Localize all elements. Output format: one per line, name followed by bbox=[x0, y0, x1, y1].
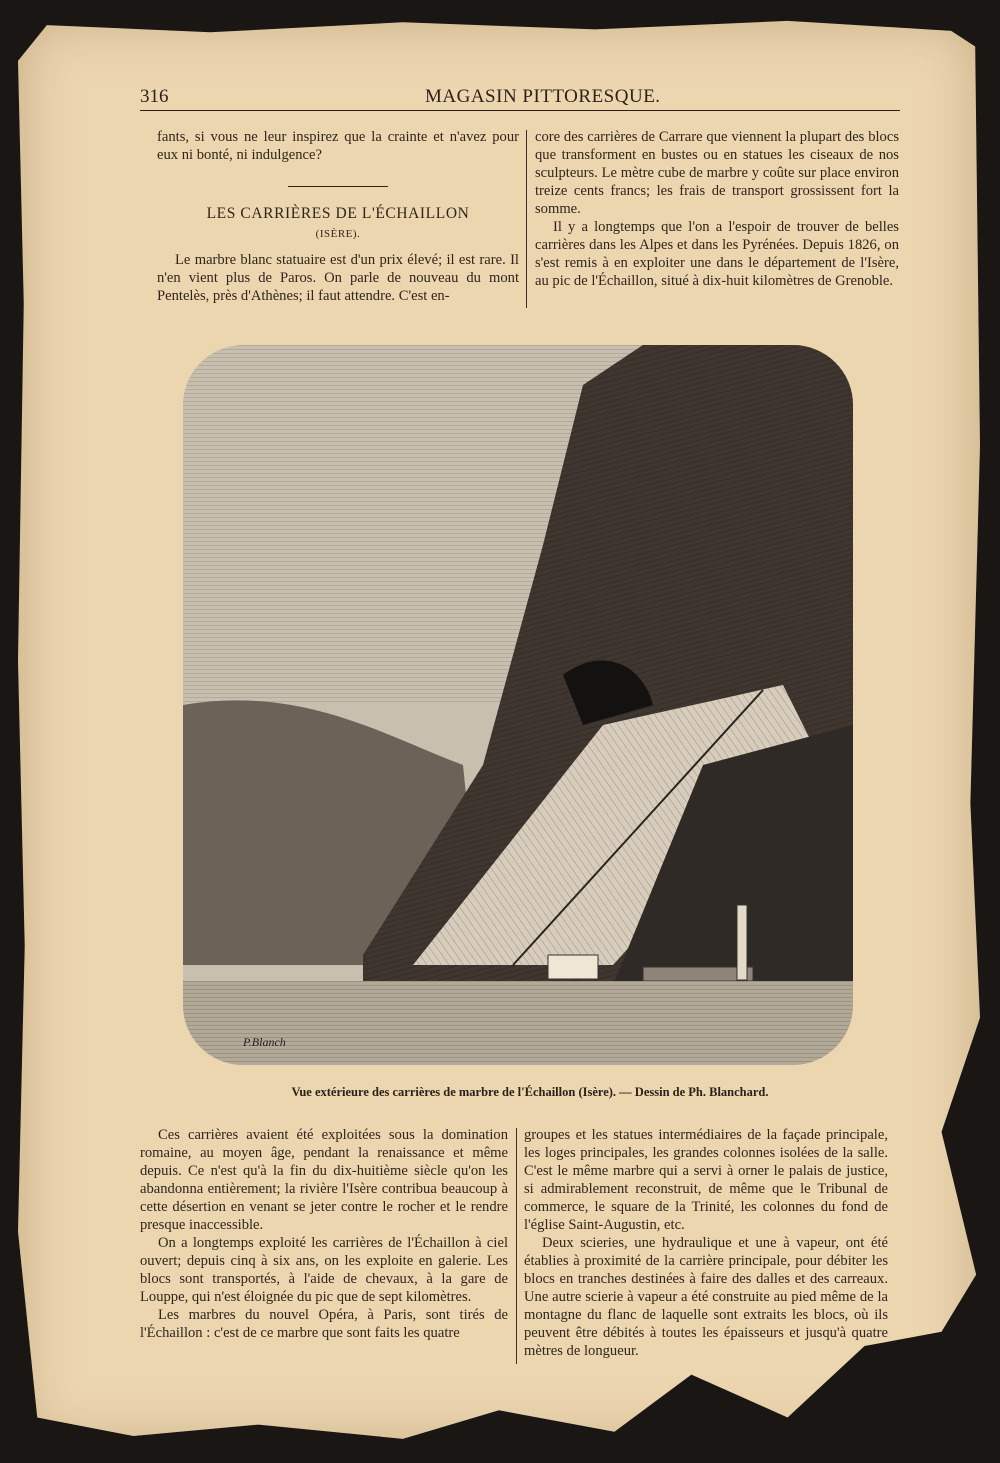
section-divider bbox=[288, 186, 388, 187]
journal-title: MAGASIN PITTORESQUE. bbox=[425, 86, 661, 107]
paragraph: On a longtemps exploité les carrières de l'Échaillon à ciel ouvert; depuis cinq à six ans, on les exploite en galerie. Les blocs sont transportés, à l'aide de chevaux, à la gare de Louppe, qui n'est éloignée du pic que de sept kilomètres. bbox=[140, 1235, 508, 1305]
chimney bbox=[737, 905, 747, 980]
bottom-left-column bbox=[140, 1126, 508, 1342]
page-header bbox=[140, 84, 900, 111]
paragraph: Il y a longtemps que l'on a l'espoir de trouver de belles carrières dans les Alpes et dans les Pyrénées. Depuis 1826, on s'est remis à en exploiter une dans le département de l'Isère, au pic de l'Échaillon, situé à dix-huit kilomètres de Grenoble. bbox=[535, 219, 899, 289]
paragraph: Le marbre blanc statuaire est d'un prix élevé; il est rare. Il n'en vient plus de Paros. On parle de nouveau du mont Pentelès, près d'Athènes; il faut attendre. C'est en- bbox=[157, 252, 519, 304]
paragraph: Les marbres du nouvel Opéra, à Paris, sont tirés de l'Échaillon : c'est de ce marbre que sont faits les quatre bbox=[140, 1307, 508, 1341]
section-title: LES CARRIÈRES DE L'ÉCHAILLON bbox=[206, 205, 470, 222]
paragraph: Ces carrières avaient été exploitées sous la domination romaine, au moyen âge, pendant la renaissance et même depuis. Ce n'est qu'à la fin du dix-huitième siècle qu'on les abandonna entièrement; la rivière l'Isère contribua beaucoup à cette désertion en venant se jeter contre le rocher et le rendre presque inaccessible. bbox=[140, 1127, 508, 1233]
paragraph: groupes et les statues intermédiaires de la façade principale, les loges principales, les grandes colonnes isolées de la salle. C'est le même marbre qui a servi à orner le palais de justice, si admirablement reconstruit, de même que le Tribunal de commerce, le square de la Trinité, les colonnes du fond de l'église Saint-Augustin, etc. bbox=[524, 1127, 888, 1233]
section-subtitle: (ISÈRE). bbox=[315, 228, 361, 240]
paragraph: core des carrières de Carrare que viennent la plupart des blocs que transforment en bustes ou en statues les ciseaux de nos sculpteurs. Le mètre cube de marbre y coûte sur place environ treize cents francs; les frais de transport grossissent fort la somme. bbox=[535, 129, 899, 217]
quarry-building bbox=[548, 955, 598, 979]
artist-signature: P.Blanch bbox=[243, 1035, 286, 1049]
bottom-right-column bbox=[524, 1126, 888, 1360]
intro-paragraph: fants, si vous ne leur inspirez que la crainte et n'avez pour eux ni bonté, ni indulgence? bbox=[157, 129, 519, 163]
page-number: 316 bbox=[140, 86, 169, 107]
engraving-illustration bbox=[183, 345, 853, 1065]
column-divider bbox=[516, 1128, 517, 1364]
top-left-column bbox=[157, 128, 519, 305]
column-divider bbox=[526, 130, 527, 308]
top-right-column bbox=[535, 128, 899, 290]
figure-caption: Vue extérieure des carrières de marbre de l'Échaillon (Isère). — Dessin de Ph. Blanchard. bbox=[291, 1085, 769, 1099]
paragraph: Deux scieries, une hydraulique et une à vapeur, ont été établies à proximité de la carrière principale, pour débiter les blocs en tranches destinées à faire des dalles et des carreaux. Une autre scierie à vapeur a été construite au pied même de la montagne du flanc de laquelle sont extraits les blocs, où ils peuvent être débités à toutes les épaisseurs et jusqu'à quatre mètres de longueur. bbox=[524, 1235, 888, 1359]
